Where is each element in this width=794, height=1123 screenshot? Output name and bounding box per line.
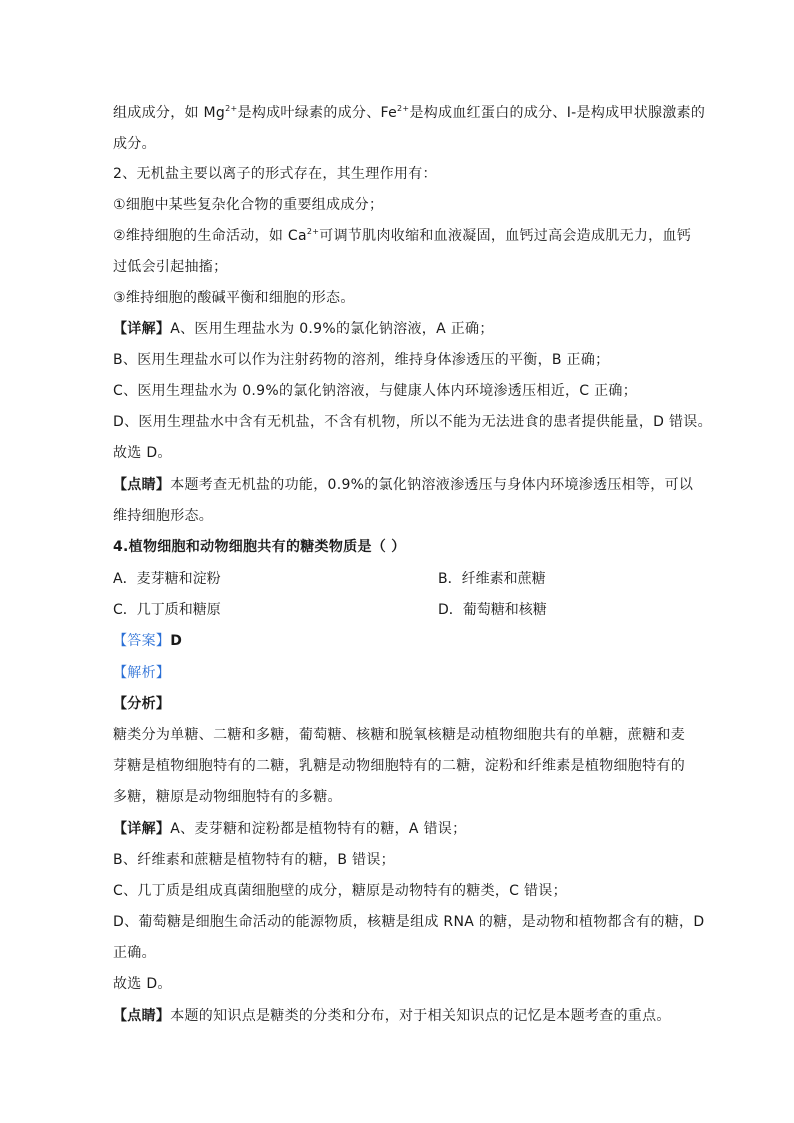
detail2-d2: 正确。	[113, 945, 156, 961]
detail2-d1: D、葡萄糖是细胞生命活动的能源物质，核糖是组成 RNA 的糖，是动物和植物都含有的糖，D	[113, 914, 705, 930]
analysis-tag: 【解析】	[113, 665, 171, 681]
intro-line-3: 2、无机盐主要以离子的形式存在，其生理作用有：	[113, 166, 437, 182]
detail1-choose: 故选 D。	[113, 445, 172, 461]
detail2-a: 【详解】A、麦芽糖和淀粉都是植物特有的糖，A 错误；	[113, 821, 467, 837]
answer-tag: 【答案】	[113, 633, 171, 649]
detail-tag: 【详解】	[113, 821, 171, 837]
answer-value: D	[170, 633, 183, 649]
comment-tag: 【点睛】	[113, 1008, 171, 1024]
fenxi-line-3: 多糖，糖原是动物细胞特有的多糖。	[113, 789, 342, 805]
comment2-line: 【点睛】本题的知识点是糖类的分类和分布，对于相关知识点的记忆是本题考查的重点。	[113, 1008, 671, 1024]
detail-tag: 【详解】	[113, 321, 171, 337]
option-c: C．几丁质和糖原	[113, 602, 221, 618]
comment-tag: 【点睛】	[113, 477, 171, 493]
detail2-choose: 故选 D。	[113, 976, 172, 992]
detail2-c: C、几丁质是组成真菌细胞壁的成分，糖原是动物特有的糖类，C 错误；	[113, 883, 567, 899]
intro-line-7: ③维持细胞的酸碱平衡和细胞的形态。	[113, 290, 355, 306]
question-4-stem: 4.植物细胞和动物细胞共有的糖类物质是（ ）	[113, 539, 406, 555]
detail2-b: B、纤维素和蔗糖是植物特有的糖，B 错误；	[113, 852, 395, 868]
intro-line-5: ②维持细胞的生命活动，如 $Ca^{2+}$可调节肌肉收缩和血液凝固，血钙过高会造成肌无力，血钙	[113, 227, 692, 244]
answer-line	[113, 631, 182, 651]
detail1-a: 【详解】A、医用生理盐水为 0.9%的氯化钠溶液，A 正确；	[113, 321, 494, 337]
option-b: B．纤维素和蔗糖	[438, 571, 546, 587]
comment1-line-1: 【点睛】本题考查无机盐的功能，0.9%的氯化钠溶液渗透压与身体内环境渗透压相等，可以	[113, 477, 694, 493]
fenxi-line-1: 糖类分为单糖、二糖和多糖，葡萄糖、核糖和脱氧核糖是动植物细胞共有的单糖，蔗糖和麦	[113, 727, 685, 743]
detail1-b: B、医用生理盐水可以作为注射药物的溶剂，维持身体渗透压的平衡，B 正确；	[113, 352, 610, 368]
option-d: D．葡萄糖和核糖	[438, 602, 547, 618]
comment1-line-2: 维持细胞形态。	[113, 508, 214, 524]
option-a: A．麦芽糖和淀粉	[113, 571, 221, 587]
intro-line-4: ①细胞中某些复杂化合物的重要组成成分；	[113, 197, 384, 213]
intro-line-1: 组成成分，如 $Mg^{2+}$是构成叶绿素的成分、$Fe^{2+}$是构成血红蛋白的成分、I-是构成甲状腺激素的	[113, 104, 706, 121]
detail1-d: D、医用生理盐水中含有无机盐，不含有机物，所以不能为无法进食的患者提供能量，D 错误。	[113, 414, 712, 430]
detail1-c: C、医用生理盐水为 0.9%的氯化钠溶液，与健康人体内环境渗透压相近，C 正确；	[113, 383, 638, 399]
fenxi-tag: 【分析】	[113, 696, 171, 712]
intro-line-6: 过低会引起抽搐；	[113, 259, 228, 275]
intro-line-2: 成分。	[113, 136, 156, 152]
fenxi-line-2: 芽糖是植物细胞特有的二糖，乳糖是动物细胞特有的二糖，淀粉和纤维素是植物细胞特有的	[113, 758, 685, 774]
